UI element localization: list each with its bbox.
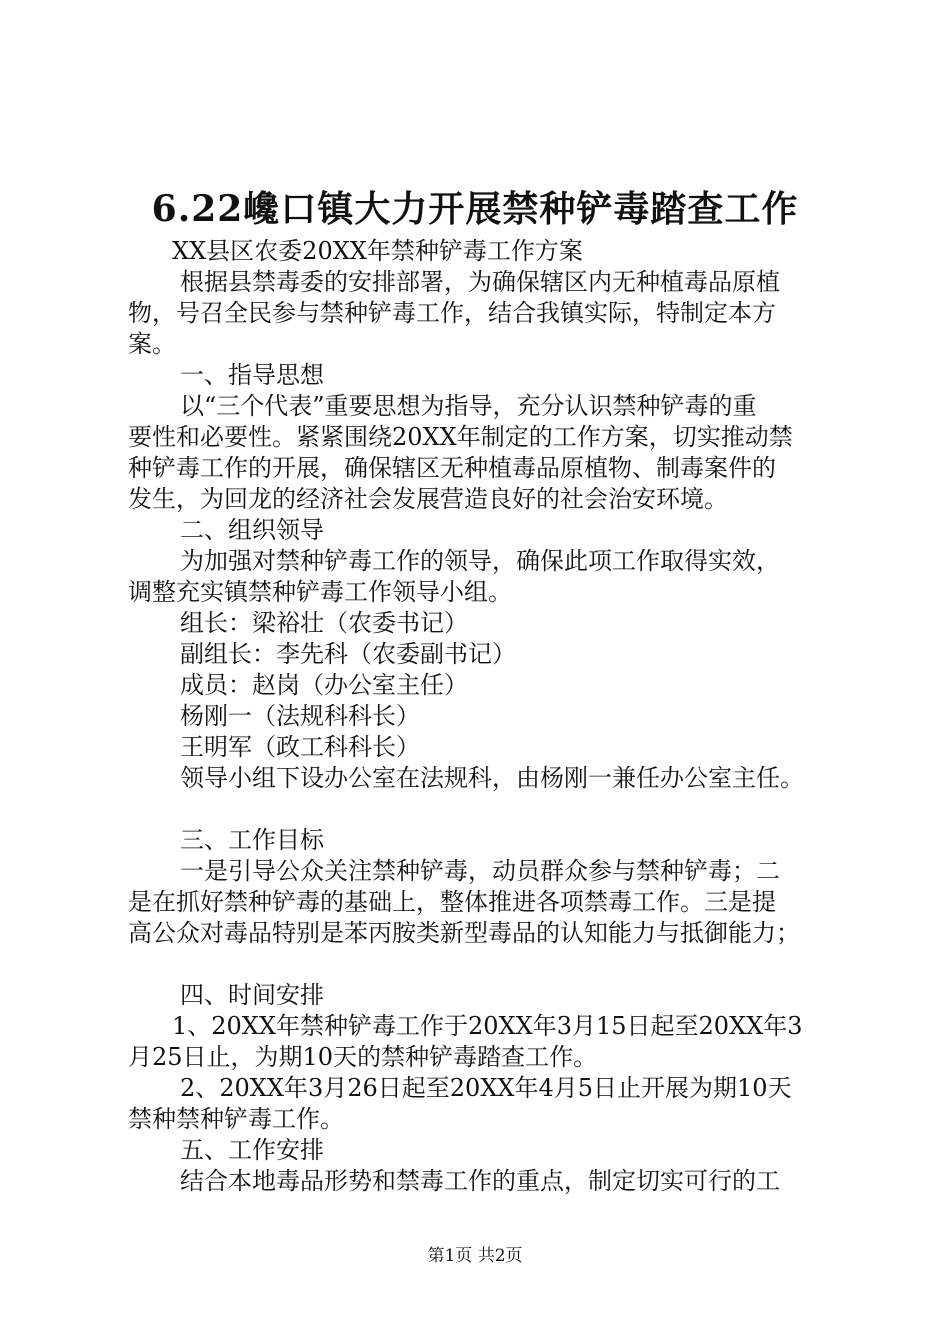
paragraph-line: 调整充实镇禁种铲毒工作领导小组。 xyxy=(128,578,512,606)
paragraph-line: 月25日止，为期10天的禁种铲毒踏查工作。 xyxy=(128,1043,598,1071)
paragraph-line: 物，号召全民参与禁种铲毒工作，结合我镇实际，特制定本方 xyxy=(128,299,776,327)
paragraph-line: 种铲毒工作的开展，确保辖区无种植毒品原植物、制毒案件的 xyxy=(128,454,776,482)
paragraph-line: 要性和必要性。紧紧围绕20XX年制定的工作方案，切实推动禁 xyxy=(128,423,793,451)
paragraph-line: 案。 xyxy=(128,330,176,358)
plan-title-line: XX县区农委20XX年禁种铲毒工作方案 xyxy=(172,237,583,265)
paragraph-line: 1、20XX年禁种铲毒工作于20XX年3月15日起至20XX年3 xyxy=(172,1012,803,1040)
paragraph-line: 一是引导公众关注禁种铲毒，动员群众参与禁种铲毒；二 xyxy=(180,857,780,885)
paragraph-line: 高公众对毒品特别是苯丙胺类新型毒品的认知能力与抵御能力； xyxy=(128,919,800,947)
paragraph-line: 发生，为回龙的经济社会发展营造良好的社会治安环境。 xyxy=(128,485,728,513)
document-body xyxy=(128,236,848,1197)
paragraph-line: 是在抓好禁种铲毒的基础上，整体推进各项禁毒工作。三是提 xyxy=(128,888,776,916)
member-line: 副组长：李先科（农委副书记） xyxy=(180,640,516,668)
section-heading: 五、工作安排 xyxy=(180,1136,324,1164)
section-heading: 二、组织领导 xyxy=(180,516,324,544)
paragraph-line: 根据县禁毒委的安排部署，为确保辖区内无种植毒品原植 xyxy=(180,268,780,296)
member-line: 成员：赵岗（办公室主任） xyxy=(180,671,468,699)
blank-line xyxy=(128,794,848,825)
paragraph-line: 2、20XX年3月26日起至20XX年4月5日止开展为期10天 xyxy=(180,1074,792,1102)
paragraph-line: 领导小组下设办公室在法规科，由杨刚一兼任办公室主任。 xyxy=(180,764,804,792)
section-heading: 三、工作目标 xyxy=(180,826,324,854)
paragraph-line: 以“三个代表”重要思想为指导，充分认识禁种铲毒的重 xyxy=(180,392,757,420)
paragraph-line: 为加强对禁种铲毒工作的领导，确保此项工作取得实效， xyxy=(180,547,780,575)
page-footer: 第1页 共2页 xyxy=(427,1246,523,1266)
section-heading: 一、指导思想 xyxy=(180,361,324,389)
member-line: 组长：梁裕壮（农委书记） xyxy=(180,609,468,637)
paragraph-line: 结合本地毒品形势和禁毒工作的重点，制定切实可行的工 xyxy=(180,1167,780,1195)
member-line: 王明军（政工科科长） xyxy=(180,733,420,761)
paragraph-line: 禁种禁种铲毒工作。 xyxy=(128,1105,344,1133)
member-line: 杨刚一（法规科科长） xyxy=(180,702,420,730)
blank-line xyxy=(128,949,848,980)
section-heading: 四、时间安排 xyxy=(180,981,324,1009)
page-title: 6.22巉口镇大力开展禁种铲毒踏查工作 xyxy=(151,188,799,230)
